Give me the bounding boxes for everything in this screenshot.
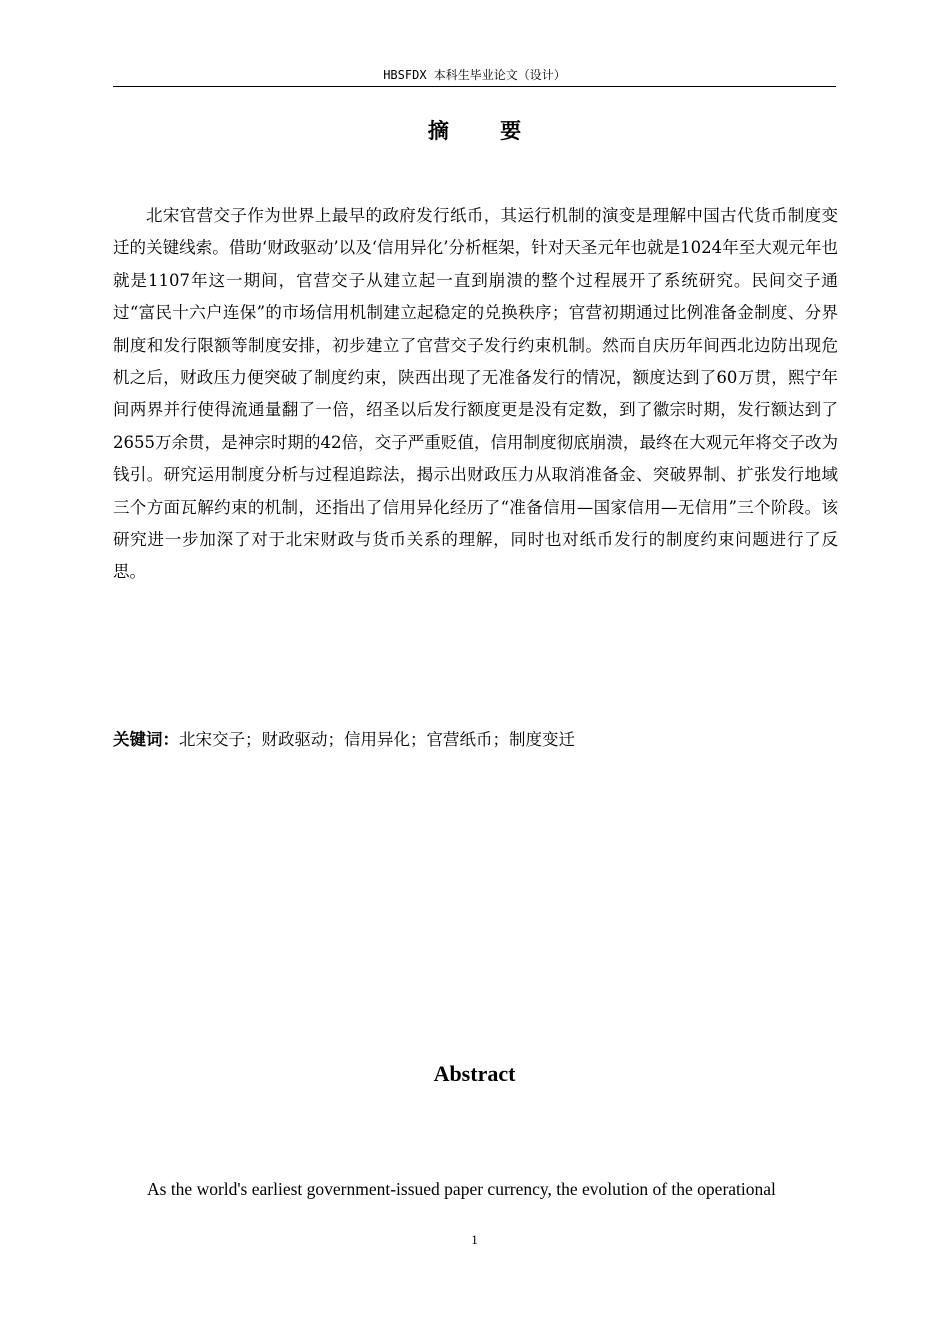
keywords-line	[113, 725, 838, 755]
header-divider	[113, 86, 836, 87]
chinese-abstract-title: 摘 要	[427, 119, 544, 143]
keywords-list: 北宋交子；财政驱动；信用异化；官营纸币；制度变迁	[179, 730, 575, 749]
english-abstract-body: As the world's earliest government-issued paper currency, the evolution of the operational	[147, 1179, 776, 1199]
chinese-abstract-body: 北宋官营交子作为世界上最早的政府发行纸币，其运行机制的演变是理解中国古代货币制度变迁的关键线索。借助‘财政驱动’以及‘信用异化’分析框架，针对天圣元年也就是1024年至大观元年也就是1107年这一期间，官营交子从建立起一直到崩溃的整个过程展开了系统研究。民间交子通过“富民十六户连保”的市场信用机制建立起稳定的兑换秩序；官营初期通过比例准备金制度、分界制度和发行限额等制度安排，初步建立了官营交子发行约束机制。然而自庆历年间西北边防出现危机之后，财政压力便突破了制度约束，陕西出现了无准备发行的情况，额度达到了60万贯，熙宁年间两界并行使得流通量翻了一倍，绍圣以后发行额度更是没有定数，到了徽宗时期，发行额达到了2655万余贯，是神宗时期的42倍，交子严重贬值，信用制度彻底崩溃，最终在大观元年将交子改为钱引。研究运用制度分析与过程追踪法，揭示出财政压力从取消准备金、突破界制、扩张发行地域三个方面瓦解约束的机制，还指出了信用异化经历了“准备信用—国家信用—无信用”三个阶段。该研究进一步加深了对于北宋财政与货币关系的理解，同时也对纸币发行的制度约束问题进行了反思。	[113, 206, 838, 582]
page-number: 1	[471, 1232, 478, 1247]
keywords-label: 关键词：	[113, 730, 179, 749]
running-header: HBSFDX 本科生毕业论文（设计）	[383, 68, 566, 82]
english-abstract-title: Abstract	[433, 1061, 516, 1086]
